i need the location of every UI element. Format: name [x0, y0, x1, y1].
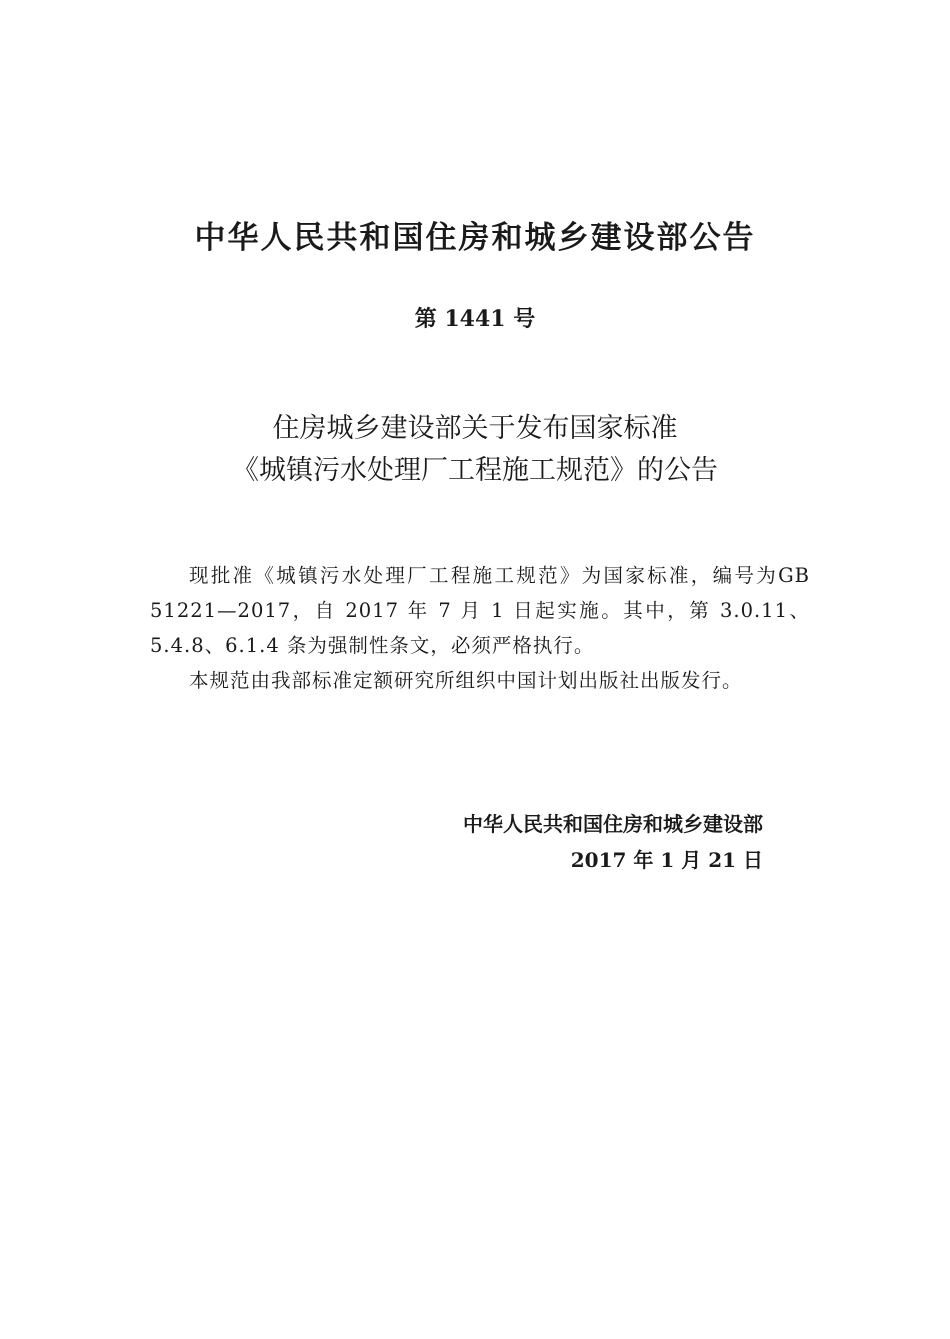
announcement-headline: 中华人民共和国住房和城乡建设部公告: [194, 220, 756, 256]
signature-organization: 中华人民共和国住房和城乡建设部: [463, 812, 763, 836]
subtitle-line-1: 住房城乡建设部关于发布国家标准: [272, 413, 678, 444]
announcement-subtitle: [0, 408, 950, 492]
announcement-body: [150, 558, 810, 698]
signature-block: [263, 806, 763, 878]
announcement-number: 第 1441 号: [414, 306, 536, 332]
body-paragraph-2: 本规范由我部标准定额研究所组织中国计划出版社出版发行。: [189, 669, 743, 692]
signature-date: 2017 年 1 月 21 日: [570, 848, 763, 872]
subtitle-line-2: 《城镇污水处理厂工程施工规范》的公告: [232, 455, 718, 486]
body-paragraph-1: 现批准《城镇污水处理厂工程施工规范》为国家标准，编号为GB 51221—2017，自 2017 年 7 月 1 日起实施。其中，第 3.0.11、5.4.8、6.1.4 条为强制性条文，必须严格执行。: [150, 564, 810, 657]
